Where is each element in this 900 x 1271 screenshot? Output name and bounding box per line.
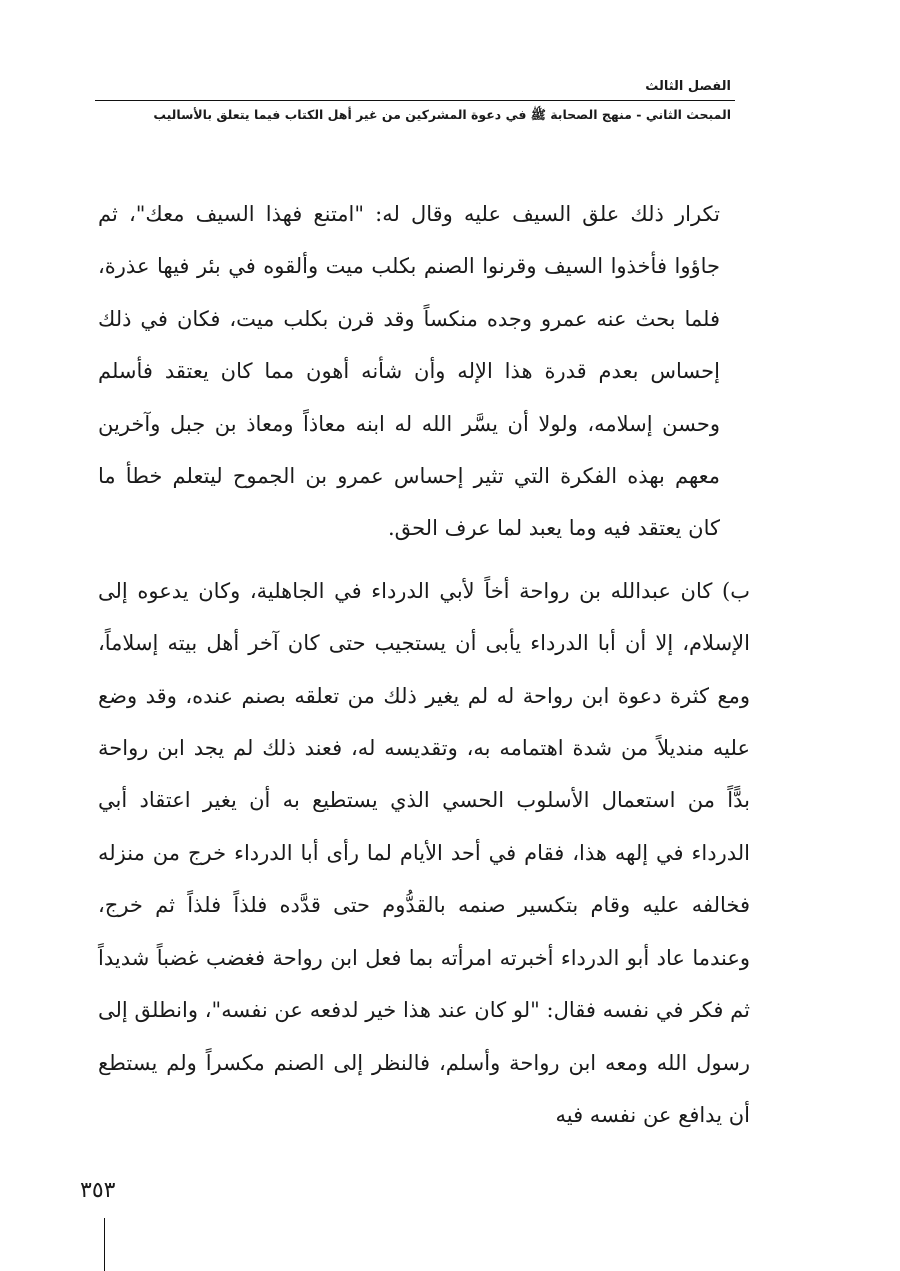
page-number: ٣٥٣ [80, 1178, 116, 1203]
paragraph-2 [98, 565, 750, 1141]
paragraph-1: تكرار ذلك علق السيف عليه وقال له: "امتنع فهذا السيف معك"، ثم جاؤوا فأخذوا السيف وقرنوا الصنم بكلب ميت وألقوه في بئر فيها عذرة، فلما بحث عنه عمرو وجده منكساً وقد قرن بكلب ميت، فكان في ذلك إحساس بعدم قدرة هذا الإله وأن شأنه أهون مما كان يعتقد فأسلم وحسن إسلامه، ولولا أن يسَّر الله له ابنه معاذاً ومعاذ بن جبل وآخرين معهم بهذه الفكرة التي تثير إحساس عمرو بن الجموح ليتعلم خطأ ما كان يعتقد فيه وما يعبد لما عرف الحق. [98, 202, 720, 541]
page-body [98, 188, 750, 1141]
margin-line [104, 1218, 105, 1271]
paragraph-2-marker: ب) [722, 578, 750, 603]
section-title: المبحث الثاني - منهج الصحابة ﷺ في دعوة المشركين من غير أهل الكتاب فيما يتعلق بالأساليب [153, 107, 731, 122]
header-divider [95, 100, 735, 101]
chapter-title: الفصل الثالث [645, 79, 731, 94]
paragraph-2-text: كان عبدالله بن رواحة أخاً لأبي الدرداء في الجاهلية، وكان يدعوه إلى الإسلام، إلا أن أبا الدرداء يأبى أن يستجيب حتى كان آخر أهل بيته إسلاماً، ومع كثرة دعوة ابن رواحة له لم يغير ذلك من تعلقه بصنم عنده، وقد وضع عليه منديلاً من شدة اهتمامه به، وتقديسه له، فعند ذلك لم يجد ابن رواحة بدًّاً من استعمال الأسلوب الحسي الذي يستطيع به أن يغير اعتقاد أبي الدرداء في إلهه هذا، فقام في أحد الأيام لما رأى أبا الدرداء خرج من منزله فخالفه عليه وقام بتكسير صنمه بالقدُّوم حتى قدَّده فلذاً فلذاً ثم خرج، وعندما عاد أبو الدرداء أخبرته امرأته بما فعل ابن رواحة فغضب غضباً شديداً ثم فكر في نفسه فقال: "لو كان عند هذا خير لدفعه عن نفسه"، وانطلق إلى رسول الله ومعه ابن رواحة وأسلم، فالنظر إلى الصنم مكسراً ولم يستطع أن يدافع عن نفسه فيه [98, 578, 750, 1127]
running-header [95, 76, 735, 125]
